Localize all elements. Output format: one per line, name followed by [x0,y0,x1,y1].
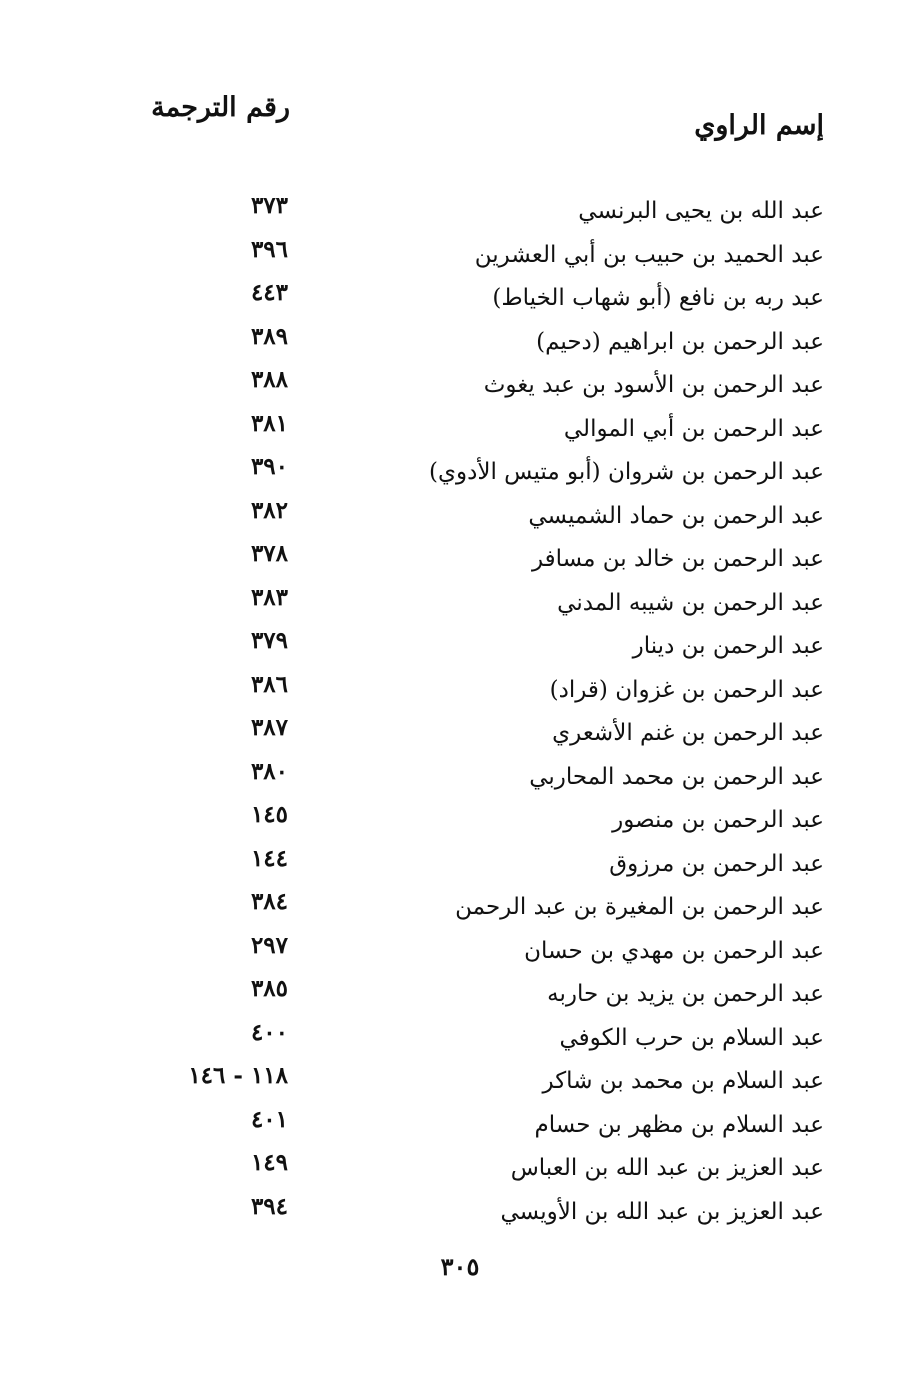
list-item [0,712,920,756]
page-number-text: ٣٠٥ [440,1252,480,1281]
narrator-name: عبد الرحمن بن غزوان (قراد) [549,676,824,703]
biography-number: ٣٨٣ [250,583,288,611]
list-item [0,234,920,278]
biography-number: ١١٨ - ١٤٦ [188,1062,288,1089]
list-item [0,669,920,713]
narrator-name: عبد الرحمن بن خالد بن مسافر [531,546,824,572]
biography-number: ٣٨٠ [250,757,288,785]
biography-number: ٣٨٧ [250,714,288,741]
list-item [0,799,920,843]
narrator-name: عبد الرحمن بن مرزوق [609,850,824,877]
biography-number: ٤٠١ [250,1105,288,1133]
page-number [0,1252,920,1281]
biography-number: ٣٩٦ [250,235,288,263]
narrator-name: عبد الرحمن بن الأسود بن عبد يغوث [483,372,824,398]
list-item [0,1147,920,1191]
list-item [0,930,920,974]
list-item [0,582,920,626]
narrator-name: عبد الرحمن بن شيبه المدني [557,589,824,616]
biography-number: ٣٨١ [250,409,288,437]
narrator-name: عبد السلام بن حرب الكوفي [559,1024,824,1051]
biography-number: ١٤٥ [250,801,288,828]
narrator-name: عبد العزيز بن عبد الله بن الأويسي [500,1198,824,1225]
narrator-name: عبد الحميد بن حبيب بن أبي العشرين [474,241,824,268]
narrator-name: عبد الرحمن بن المغيرة بن عبد الرحمن [455,894,824,920]
list-item [0,321,920,365]
narrator-name: عبد الرحمن بن يزيد بن حاربه [547,981,824,1007]
list-item [0,408,920,452]
biography-number: ٣٨٢ [250,496,288,524]
biography-number: ٣٧٨ [250,540,288,567]
narrator-name: عبد الرحمن بن منصور [612,807,824,833]
narrator-name: عبد الرحمن بن دينار [632,633,824,659]
list-item [0,190,920,234]
biography-number: ٣٨٩ [250,322,288,350]
list-item [0,973,920,1017]
entry-list [0,190,920,1234]
list-item [0,1104,920,1148]
list-item [0,756,920,800]
list-item [0,1017,920,1061]
narrator-name: عبد الرحمن بن محمد المحاربي [529,763,824,790]
narrator-name: عبد الله بن يحيى البرنسي [578,198,824,224]
list-item [0,277,920,321]
narrator-name: عبد الرحمن بن ابراهيم (دحيم) [536,328,824,355]
biography-number: ٤٤٣ [250,279,288,306]
narrator-name: عبد الرحمن بن أبي الموالي [563,415,824,442]
narrator-name: عبد الرحمن بن مهدي بن حسان [524,937,824,964]
biography-number: ٣٨٥ [250,975,288,1002]
biography-number: ١٤٩ [250,1149,288,1176]
narrator-name: عبد الرحمن بن حماد الشميسي [528,502,824,529]
biography-number: ٣٧٣ [250,192,288,219]
biography-number: ٣٩٠ [250,453,288,480]
biography-number: ٢٩٧ [250,931,288,959]
number-column-header: رقم الترجمة [151,92,290,123]
list-item [0,843,920,887]
list-item [0,538,920,582]
biography-number: ٣٨٨ [250,366,288,393]
biography-number: ٣٨٦ [250,670,288,698]
narrator-name: عبد الرحمن بن غنم الأشعري [552,720,824,746]
list-item [0,1060,920,1104]
narrator-name: عبد السلام بن محمد بن شاكر [542,1068,824,1094]
list-item [0,625,920,669]
narrator-name: عبد ربه بن نافع (أبو شهاب الخياط) [492,285,824,311]
narrator-name: عبد السلام بن مظهر بن حسام [534,1111,824,1138]
biography-number: ١٤٤ [250,844,288,872]
narrator-name: عبد الرحمن بن شروان (أبو متيس الأدوي) [429,459,824,485]
biography-number: ٣٧٩ [250,627,288,654]
list-item [0,1191,920,1235]
list-item [0,451,920,495]
name-column-header: إسم الراوي [694,110,824,141]
biography-number: ٤٠٠ [250,1018,288,1046]
narrator-name: عبد العزيز بن عبد الله بن العباس [510,1155,824,1181]
list-item [0,495,920,539]
biography-number: ٣٩٤ [250,1192,288,1220]
list-item [0,886,920,930]
list-item [0,364,920,408]
biography-number: ٣٨٤ [250,888,288,915]
